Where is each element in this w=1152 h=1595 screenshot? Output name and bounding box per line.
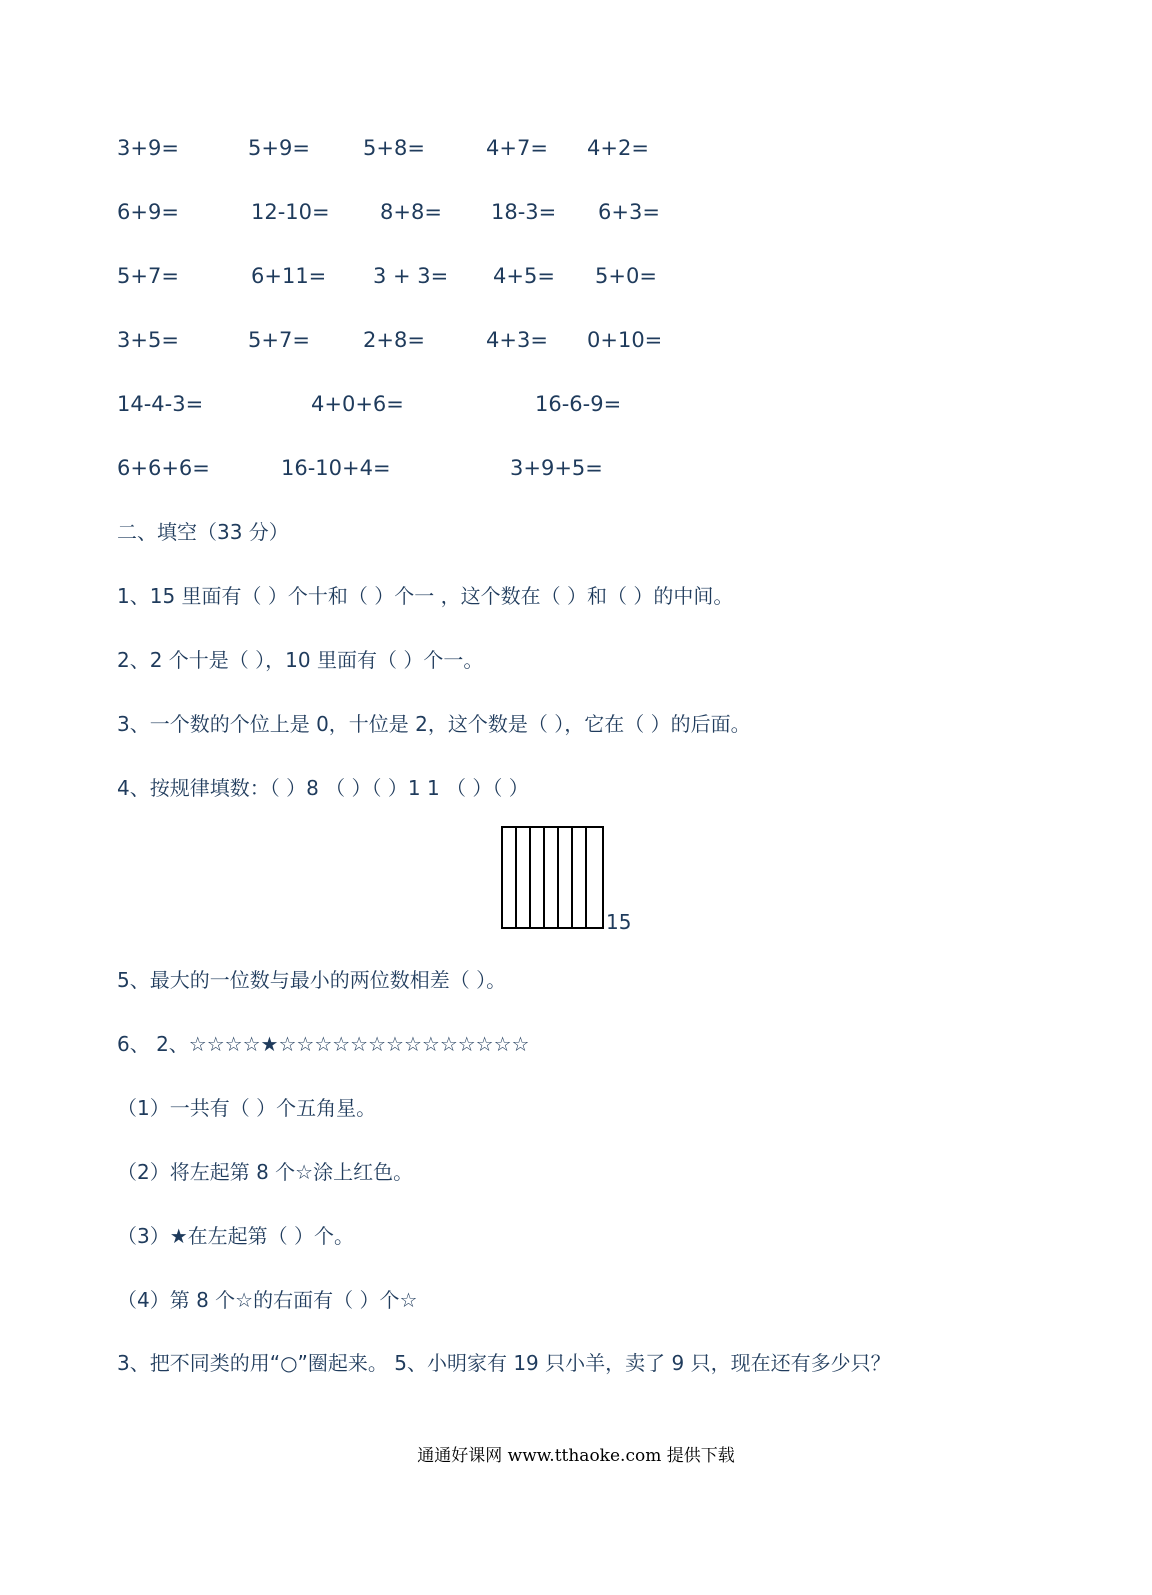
equation: 5+0=	[595, 264, 657, 288]
question-last: 3、把不同类的用“○”圈起来。 5、小明家有 19 只小羊，卖了 9 只，现在还有多少只？	[117, 1351, 891, 1375]
ten-bars-box	[501, 826, 604, 929]
question-6-4: （4）第 8 个☆的右面有（ ）个☆	[117, 1288, 418, 1312]
question-6-2: （2）将左起第 8 个☆涂上红色。	[117, 1160, 414, 1184]
equation: 3+5=	[117, 328, 179, 352]
section-heading: 二、填空（33 分）	[117, 520, 289, 544]
equation: 14-4-3=	[117, 392, 204, 416]
bar	[557, 828, 559, 927]
equation: 6+11=	[251, 264, 327, 288]
equation: 4+2=	[587, 136, 649, 160]
question-1: 1、15 里面有（ ）个十和（ ）个一 ，这个数在（ ）和（ ）的中间。	[117, 584, 734, 608]
box-label: 15	[606, 910, 632, 934]
equation: 8+8=	[380, 200, 442, 224]
equation: 2+8=	[363, 328, 425, 352]
bar	[585, 828, 587, 927]
equation: 6+9=	[117, 200, 179, 224]
question-6-3: （3）★在左起第（ ）个。	[117, 1224, 355, 1248]
equation: 4+7=	[486, 136, 548, 160]
equation: 16-6-9=	[535, 392, 622, 416]
question-3: 3、一个数的个位上是 0，十位是 2，这个数是（ ），它在（ ）的后面。	[117, 712, 751, 736]
equation: 3 + 3=	[373, 264, 449, 288]
equation: 6+3=	[598, 200, 660, 224]
equation: 4+3=	[486, 328, 548, 352]
bar	[529, 828, 531, 927]
equation: 5+7=	[117, 264, 179, 288]
equation: 3+9+5=	[510, 456, 603, 480]
question-6: 6、 2、☆☆☆☆★☆☆☆☆☆☆☆☆☆☆☆☆☆☆	[117, 1032, 530, 1056]
equation: 4+0+6=	[311, 392, 404, 416]
bar	[571, 828, 573, 927]
footer-credit: 通通好课网 www.tthaoke.com 提供下载	[417, 1446, 735, 1466]
bar	[543, 828, 545, 927]
bar	[515, 828, 517, 927]
equation: 5+9=	[248, 136, 310, 160]
equation: 5+7=	[248, 328, 310, 352]
equation: 12-10=	[251, 200, 330, 224]
equation: 18-3=	[491, 200, 557, 224]
equation: 6+6+6=	[117, 456, 210, 480]
question-4: 4、按规律填数：（ ）8 （ ）（ ）1 1 （ ）（ ）	[117, 776, 529, 800]
equation: 4+5=	[493, 264, 555, 288]
question-6-1: （1）一共有（ ）个五角星。	[117, 1096, 377, 1120]
question-5: 5、最大的一位数与最小的两位数相差（ ）。	[117, 968, 507, 992]
equation: 0+10=	[587, 328, 663, 352]
equation: 16-10+4=	[281, 456, 391, 480]
equation: 3+9=	[117, 136, 179, 160]
equation: 5+8=	[363, 136, 425, 160]
question-2: 2、2 个十是（ ），10 里面有（ ）个一。	[117, 648, 484, 672]
